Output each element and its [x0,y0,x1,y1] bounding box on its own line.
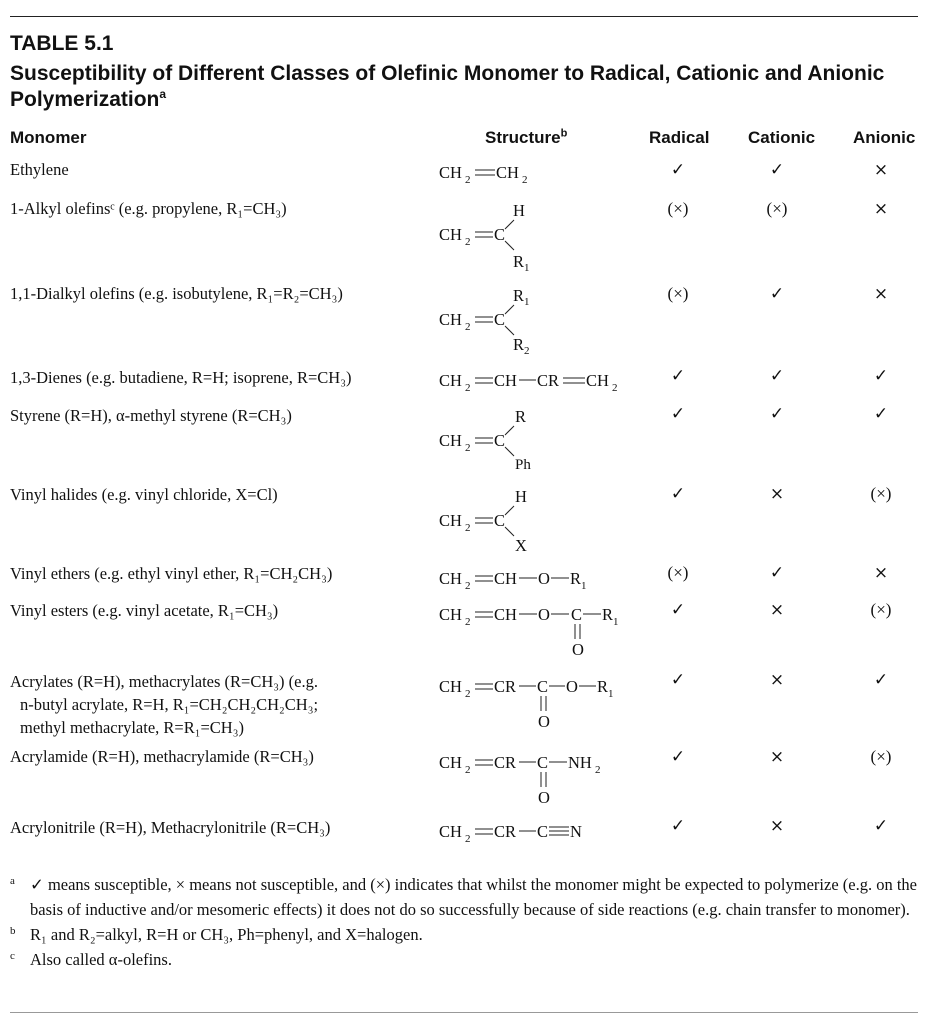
top-rule [10,16,918,17]
formula-subscript: 2 [595,764,601,776]
formula-ch: CH [586,371,609,390]
structure-alkyl-olefin [435,196,625,276]
footnote-b [10,922,920,947]
mark-radical: (×) [667,284,689,303]
formula-o: O [538,605,550,624]
formula-cr: CR [537,371,560,390]
title-footnote-marker: a [159,87,167,101]
formula-subscript: 2 [465,688,471,700]
formula-subscript: 2 [465,442,471,454]
mark-radical: ✓ [670,816,686,836]
footnotes [10,872,920,972]
footnote-text: Also called α-olefins. [30,950,172,969]
mark-anionic: × [873,199,889,219]
structure-acrylate [435,670,645,734]
formula-r: R [515,407,527,426]
table-title [10,61,915,113]
header-structure-text: Structure [485,128,561,147]
formula-subscript: 1 [608,688,614,700]
header-monomer: Monomer [10,128,87,147]
formula-ph: Ph [515,457,531,473]
footnote-c [10,947,920,972]
footnote-marker: a [10,875,15,887]
formula-subscript: 2 [465,764,471,776]
formula-c: C [537,677,549,696]
row-name-acrylamide: Acrylamide (R=H), methacrylamide (R=CH₃) [10,747,314,766]
header-cationic: Cationic [748,128,816,147]
row-name-vinyl-ethers: Vinyl ethers (e.g. ethyl vinyl ether, R₁=CH₂CH₃) [10,564,333,583]
structure-dialkyl-olefin [435,281,625,361]
formula-ch: CH [494,605,517,624]
formula-subscript: 2 [465,833,471,845]
mark-cationic: ✓ [769,563,785,583]
mark-radical: ✓ [670,366,686,386]
formula-ch: CH [439,163,462,182]
formula-cr: CR [494,677,517,696]
formula-o: O [538,712,550,731]
mark-cationic: ✓ [769,284,785,304]
formula-c: C [571,605,583,624]
bottom-rule [10,1012,918,1013]
formula-ch: CH [439,677,462,696]
formula-subscript: 2 [524,345,530,357]
mark-cationic: ✓ [769,366,785,386]
mark-anionic: ✓ [873,816,889,836]
mark-radical: (×) [667,563,689,582]
structure-styrene [435,402,625,482]
formula-subscript: 1 [581,580,587,592]
footnote-marker: c [10,950,15,962]
table-label: TABLE 5.1 [10,32,114,55]
formula-subscript: 2 [522,174,528,186]
structure-diene [435,364,635,394]
mark-radical: ✓ [670,747,686,767]
mark-anionic: × [873,160,889,180]
formula-subscript: 1 [613,616,619,628]
mark-radical: ✓ [670,160,686,180]
formula-r: R [513,252,525,271]
formula-ch: CH [439,371,462,390]
formula-h: H [513,201,525,220]
formula-subscript: 2 [465,236,471,248]
formula-ch: CH [439,822,462,841]
formula-ch: CH [496,163,519,182]
formula-ch: CH [494,569,517,588]
header-anionic: Anionic [853,128,916,147]
mark-radical: ✓ [670,404,686,424]
formula-cr: CR [494,753,517,772]
formula-c: C [494,225,506,244]
mark-anionic: ✓ [873,670,889,690]
structure-ethylene [435,156,625,186]
mark-anionic: ✓ [873,404,889,424]
mark-anionic: (×) [870,747,892,766]
formula-subscript: 1 [524,296,530,308]
formula-n: N [570,822,582,841]
formula-subscript: 2 [465,616,471,628]
footnote-text: R₁ and R₂=alkyl, R=H or CH₃, Ph=phenyl, and X=halogen. [30,925,423,944]
formula-c: C [537,822,549,841]
structure-vinyl-ester [435,598,645,662]
formula-subscript: 2 [465,522,471,534]
formula-subscript: 2 [465,174,471,186]
formula-x: X [515,536,527,555]
mark-radical: ✓ [670,600,686,620]
row-name-alkyl-olefins: 1-Alkyl olefinsᶜ (e.g. propylene, R₁=CH₃) [10,199,287,218]
structure-vinyl-ether [435,562,635,592]
mark-cationic: ✓ [769,160,785,180]
footnote-a [10,872,920,922]
footnote-marker: b [10,925,16,937]
formula-o: O [538,788,550,807]
formula-c: C [494,431,506,450]
footnote-text: ✓ means susceptible, × means not susceptible, and (×) indicates that whilst the monomer might be expected to polymerize (e.g. on the basis of inductive and/or mesomeric effects) it does not do so successfully because of side reactions (e.g. chain transfer to monomer). [30,875,917,919]
formula-ch: CH [439,225,462,244]
row-name-vinyl-esters: Vinyl esters (e.g. vinyl acetate, R₁=CH₃) [10,601,279,620]
row-name-acrylates-line3: methyl methacrylate, R=R₁=CH₃) [20,718,244,737]
row-name-styrene: Styrene (R=H), α-methyl styrene (R=CH₃) [10,406,292,425]
formula-subscript: 2 [465,321,471,333]
formula-o: O [538,569,550,588]
mark-anionic: (×) [870,484,892,503]
formula-c: C [494,310,506,329]
formula-ch: CH [439,431,462,450]
mark-anionic: × [873,563,889,583]
row-name-dienes: 1,3-Dienes (e.g. butadiene, R=H; isoprene, R=CH₃) [10,368,352,387]
mark-cationic: (×) [766,199,788,218]
mark-radical: ✓ [670,484,686,504]
formula-ch: CH [439,605,462,624]
formula-h: H [515,487,527,506]
formula-ch: CH [439,310,462,329]
formula-o: O [572,640,584,659]
header-structure [485,128,567,148]
mark-cationic: × [769,747,785,767]
row-name-acrylates: Acrylates (R=H), methacrylates (R=CH₃) (e.g. [10,672,318,691]
table-title-text: Susceptibility of Different Classes of Olefinic Monomer to Radical, Cationic and Anionic Polymerization [10,62,885,111]
formula-subscript: 1 [524,262,530,274]
header-radical: Radical [649,128,710,147]
formula-ch: CH [439,569,462,588]
structure-footnote-marker: b [560,127,568,140]
formula-ch: CH [439,753,462,772]
formula-nh: NH [568,753,592,772]
formula-subscript: 2 [465,580,471,592]
mark-cationic: ✓ [769,404,785,424]
mark-cationic: × [769,600,785,620]
formula-c: C [537,753,549,772]
structure-acrylonitrile [435,815,645,845]
formula-ch: CH [439,511,462,530]
structure-vinyl-halide [435,482,625,562]
formula-subscript: 2 [465,382,471,394]
formula-o: O [566,677,578,696]
row-name-dialkyl-olefins: 1,1-Dialkyl olefins (e.g. isobutylene, R₁=R₂=CH₃) [10,284,343,303]
row-name-ethylene: Ethylene [10,160,69,179]
row-name-acrylonitrile: Acrylonitrile (R=H), Methacrylonitrile (R=CH₃) [10,818,331,837]
row-name-acrylates-line2: n-butyl acrylate, R=H, R₁=CH₂CH₂CH₂CH₃; [20,695,319,714]
mark-anionic: ✓ [873,366,889,386]
mark-cationic: × [769,816,785,836]
formula-r: R [602,605,614,624]
mark-anionic: × [873,284,889,304]
formula-cr: CR [494,822,517,841]
mark-radical: ✓ [670,670,686,690]
mark-cationic: × [769,484,785,504]
formula-c: C [494,511,506,530]
formula-ch: CH [494,371,517,390]
formula-r: R [513,335,525,354]
formula-subscript: 2 [612,382,618,394]
formula-r: R [597,677,609,696]
mark-cationic: × [769,670,785,690]
row-name-vinyl-halides: Vinyl halides (e.g. vinyl chloride, X=Cl) [10,485,278,504]
mark-radical: (×) [667,199,689,218]
formula-r: R [570,569,582,588]
formula-r: R [513,286,525,305]
structure-acrylamide [435,746,645,810]
mark-anionic: (×) [870,600,892,619]
